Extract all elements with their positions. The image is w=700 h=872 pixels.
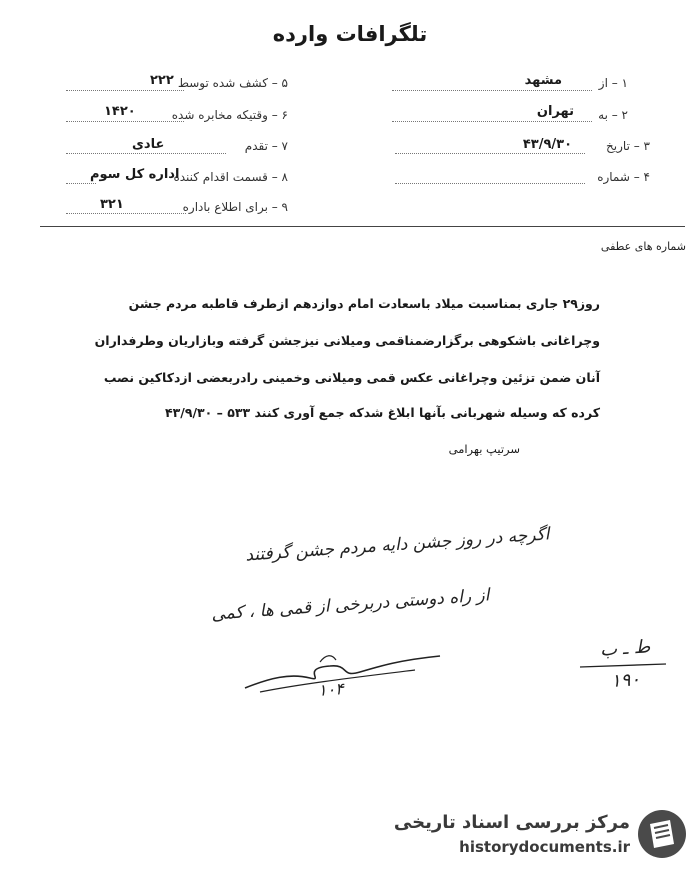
- header-from-label: ۱ – از: [598, 76, 628, 90]
- header-decoded-by-value: ۲۲۲: [150, 73, 174, 88]
- header-priority: [245, 139, 288, 153]
- header-info-dept-value: ۳۲۱: [100, 197, 124, 212]
- header-decoded-by-label: ۵ – کشف شده توسط: [177, 76, 288, 90]
- document-title: تلگرافات وارده: [272, 22, 428, 46]
- body-line: وچراغانی باشکوهی برگزارضمناقمی ومیلانی نیزجشن گرفته وبازاریان وطرفداران: [94, 333, 600, 348]
- body-line: کرده که وسیله شهربانی بآنها ابلاغ شدکه جمع آوری کنند ۵۳۳ – ۴۳/۹/۳۰: [165, 405, 600, 420]
- fraction-bottom: ۱۹۰: [610, 669, 641, 692]
- header-transmitted-value: ۱۴۲۰: [104, 104, 136, 119]
- dotted-line: [395, 153, 585, 154]
- header-date-label: ۳ – تاریخ: [606, 139, 650, 153]
- dotted-line: [395, 183, 585, 184]
- body-line: روز۲۹ جاری بمناسبت میلاد باسعادت امام دوازدهم ازطرف قاطبه مردم جشن: [128, 296, 600, 311]
- header-to-value: تهران: [536, 104, 574, 119]
- header-date: [606, 139, 650, 153]
- header-separator: [40, 226, 685, 227]
- dotted-line: [66, 153, 226, 154]
- footer-url: historydocuments.ir: [459, 838, 630, 856]
- header-action-dept-value: اداره کل سوم: [90, 167, 180, 182]
- header-action-dept-label: ۸ – قسمت اقدام کننده: [173, 170, 288, 184]
- header-action-dept: [173, 170, 288, 184]
- header-priority-value: عادی: [132, 137, 165, 152]
- dotted-line: [66, 121, 184, 122]
- header-from-value: مشهد: [524, 73, 562, 88]
- header-transmitted-label: ۶ – وقتیکه مخابره شده: [171, 108, 288, 122]
- body-line: آنان ضمن تزئین وچراغانی عکس قمی ومیلانی وخمینی رادربعضی ازدکاکین نصب: [103, 370, 600, 385]
- archive-logo-icon: [636, 808, 688, 860]
- header-priority-label: ۷ – تقدم: [244, 139, 288, 153]
- fraction-top: ط ـ ب: [599, 636, 651, 661]
- reference-numbers: شماره های عطفی: [600, 240, 686, 253]
- header-number-label: ۴ – شماره: [597, 170, 650, 184]
- footer-org-name: مرکز بررسی اسناد تاریخی: [393, 812, 630, 833]
- dotted-line: [392, 90, 592, 91]
- fraction-bar: [578, 663, 668, 669]
- header-to-label: ۲ – به: [598, 108, 628, 122]
- header-decoded-by: [178, 76, 288, 90]
- handwritten-note-line: از راه دوستی دربرخی از قمی ها ، کمی: [210, 585, 491, 625]
- handwritten-note-line: اگرچه در روز جشن دایه مردم جشن گرفتند: [244, 524, 551, 566]
- handwritten-number: ۱۰۴: [317, 679, 345, 700]
- header-to: [598, 108, 628, 122]
- header-info-dept: [183, 200, 288, 214]
- header-date-value: ۴۳/۹/۳۰: [522, 137, 572, 152]
- dotted-line: [66, 90, 184, 91]
- header-info-dept-label: ۹ – برای اطلاع باداره: [182, 200, 288, 214]
- header-number: [597, 170, 650, 184]
- header-from: [599, 76, 628, 90]
- dotted-line: [66, 213, 186, 214]
- signature-scribble: [240, 648, 450, 698]
- header-transmitted: [172, 108, 288, 122]
- dotted-line: [66, 183, 96, 184]
- signatory-name: سرتیپ بهرامی: [448, 442, 520, 456]
- dotted-line: [392, 121, 592, 122]
